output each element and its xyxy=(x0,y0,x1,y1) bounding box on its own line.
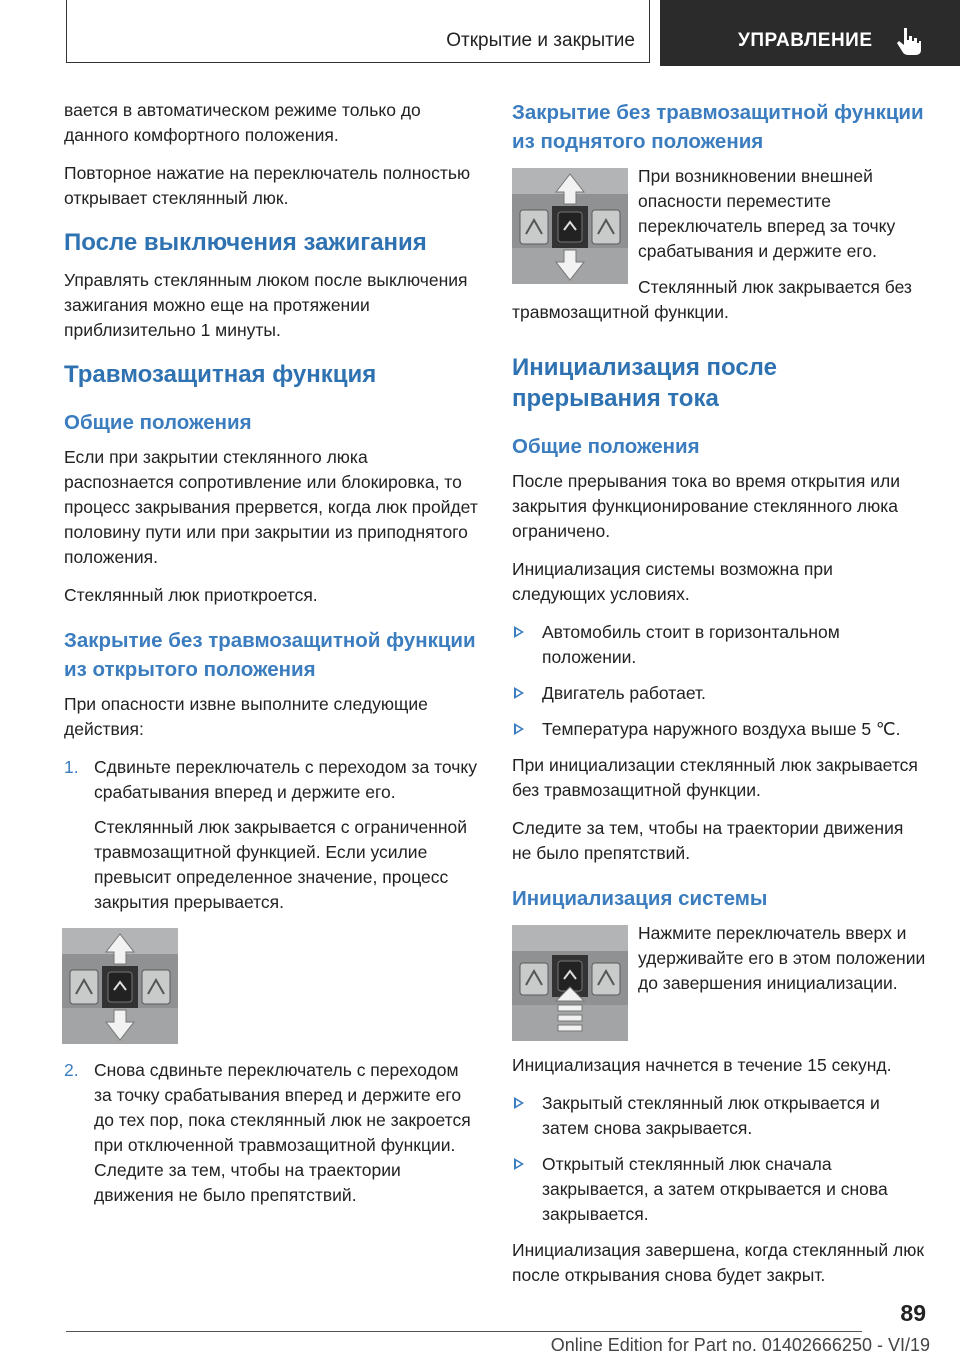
heading-antipinch: Травмозащитная функция xyxy=(64,361,377,388)
step-text: Снова сдвиньте переключатель с переходом за точку срабатывания вперед и держите его до тех пор, пока стеклянный люк не закроется при отключенной травмозащитной функции. Следите за тем, чтобы на траектории движения не было препятствий. xyxy=(94,1060,471,1205)
condition-text: Двигатель работает. xyxy=(542,683,706,703)
paragraph: Следите за тем, чтобы на траектории движения не было препятствий. xyxy=(512,818,904,863)
hand-pointer-icon xyxy=(896,26,922,56)
figure-block xyxy=(512,921,926,1047)
triangle-bullet-icon xyxy=(514,723,524,735)
section-tab xyxy=(660,0,960,66)
paragraph: Управлять стеклянным люком после выключения зажигания можно еще на протяжении приблизительно 1 минуты. xyxy=(64,270,468,340)
paragraph: Повторное нажатие на переключатель полностью открывает стеклянный люк. xyxy=(64,163,471,208)
heading-init-after-power-loss: Инициализация после прерывания тока xyxy=(512,354,777,412)
paragraph: Инициализация начнется в течение 15 секунд. xyxy=(512,1055,892,1075)
triangle-bullet-icon xyxy=(514,1158,524,1170)
subheading-general: Общие положения xyxy=(512,435,700,458)
subheading-general: Общие положения xyxy=(64,411,252,434)
paragraph: вается в автоматическом режиме только до данного комфортного положения. xyxy=(64,100,421,145)
edition-note: Online Edition for Part no. 01402666250 - VI/19 xyxy=(550,1335,930,1355)
condition-text: Автомобиль стоит в горизонтальном положении. xyxy=(542,622,840,667)
subheading-close-from-raised: Закрытие без травмозащитной функции из поднятого положения xyxy=(512,101,924,153)
switch-push-forward-image xyxy=(512,168,628,284)
switch-illustration xyxy=(62,928,178,1044)
figure-block xyxy=(512,164,926,336)
subheading-init-system: Инициализация системы xyxy=(512,887,768,910)
condition-item xyxy=(512,717,926,742)
paragraph: Инициализация системы возможна при следующих условиях. xyxy=(512,559,833,604)
condition-item xyxy=(512,681,926,706)
right-column xyxy=(512,98,926,1301)
switch-press-up-image xyxy=(512,925,628,1041)
paragraph: При возникновении внешней опасности переместите переключатель вперед за точку срабатывания и держите его. xyxy=(638,166,896,261)
paragraph: Нажмите переключатель вверх и удерживайте его в этом положении до завершения инициализации. xyxy=(638,923,926,993)
result-item xyxy=(512,1152,926,1227)
condition-item xyxy=(512,620,926,670)
paragraph: При инициализации стеклянный люк закрывается без травмозащитной функции. xyxy=(512,755,918,800)
triangle-bullet-icon xyxy=(514,626,524,638)
triangle-bullet-icon xyxy=(514,687,524,699)
switch-illustration xyxy=(512,925,628,1041)
left-column xyxy=(64,98,480,1221)
result-text: Закрытый стеклянный люк открывается и затем снова закрывается. xyxy=(542,1093,880,1138)
step-number: 2. xyxy=(64,1060,79,1080)
switch-illustration xyxy=(512,168,628,284)
result-item xyxy=(512,1091,926,1141)
section-title: УПРАВЛЕНИЕ xyxy=(738,30,873,51)
result-text: Открытый стеклянный люк сначала закрывается, а затем открывается и снова закрывается. xyxy=(542,1154,888,1224)
step-1 xyxy=(64,755,480,915)
triangle-bullet-icon xyxy=(514,1097,524,1109)
header-subtitle: Открытие и закрытие xyxy=(446,30,635,51)
condition-text: Температура наружного воздуха выше 5 ℃. xyxy=(542,719,901,739)
header-frame xyxy=(66,0,650,63)
subheading-close-from-open: Закрытие без травмозащитной функции из открытого положения xyxy=(64,629,476,681)
paragraph: Стеклянный люк приоткроется. xyxy=(64,585,318,605)
step-text: Сдвиньте переключатель с переходом за точку срабатывания вперед и держите его. xyxy=(94,757,478,802)
page-number: 89 xyxy=(900,1300,926,1326)
paragraph: После прерывания тока во время открытия или закрытия функционирование стеклянного люка ограничено. xyxy=(512,471,900,541)
heading-after-ignition: После выключения зажигания xyxy=(64,229,427,256)
paragraph: Инициализация завершена, когда стеклянный люк после открывания снова будет закрыт. xyxy=(512,1240,925,1285)
step-text: Стеклянный люк закрывается с ограниченной травмозащитной функцией. Если усилие превысит определенное значение, процесс закрытия прерывается. xyxy=(94,817,468,912)
paragraph: При опасности извне выполните следующие действия: xyxy=(64,694,428,739)
footer-divider xyxy=(66,1331,862,1332)
step-2 xyxy=(64,1058,480,1208)
step-number: 1. xyxy=(64,757,79,777)
paragraph: Стеклянный люк закрывается без травмозащитной функции. xyxy=(512,277,912,322)
paragraph: Если при закрытии стеклянного люка распознается сопротивление или блокировка, то процесс закрывания прервется, когда люк пройдет половину пути или при закрытии из приподнятого положения. xyxy=(64,447,478,567)
switch-push-forward-image xyxy=(62,928,178,1044)
